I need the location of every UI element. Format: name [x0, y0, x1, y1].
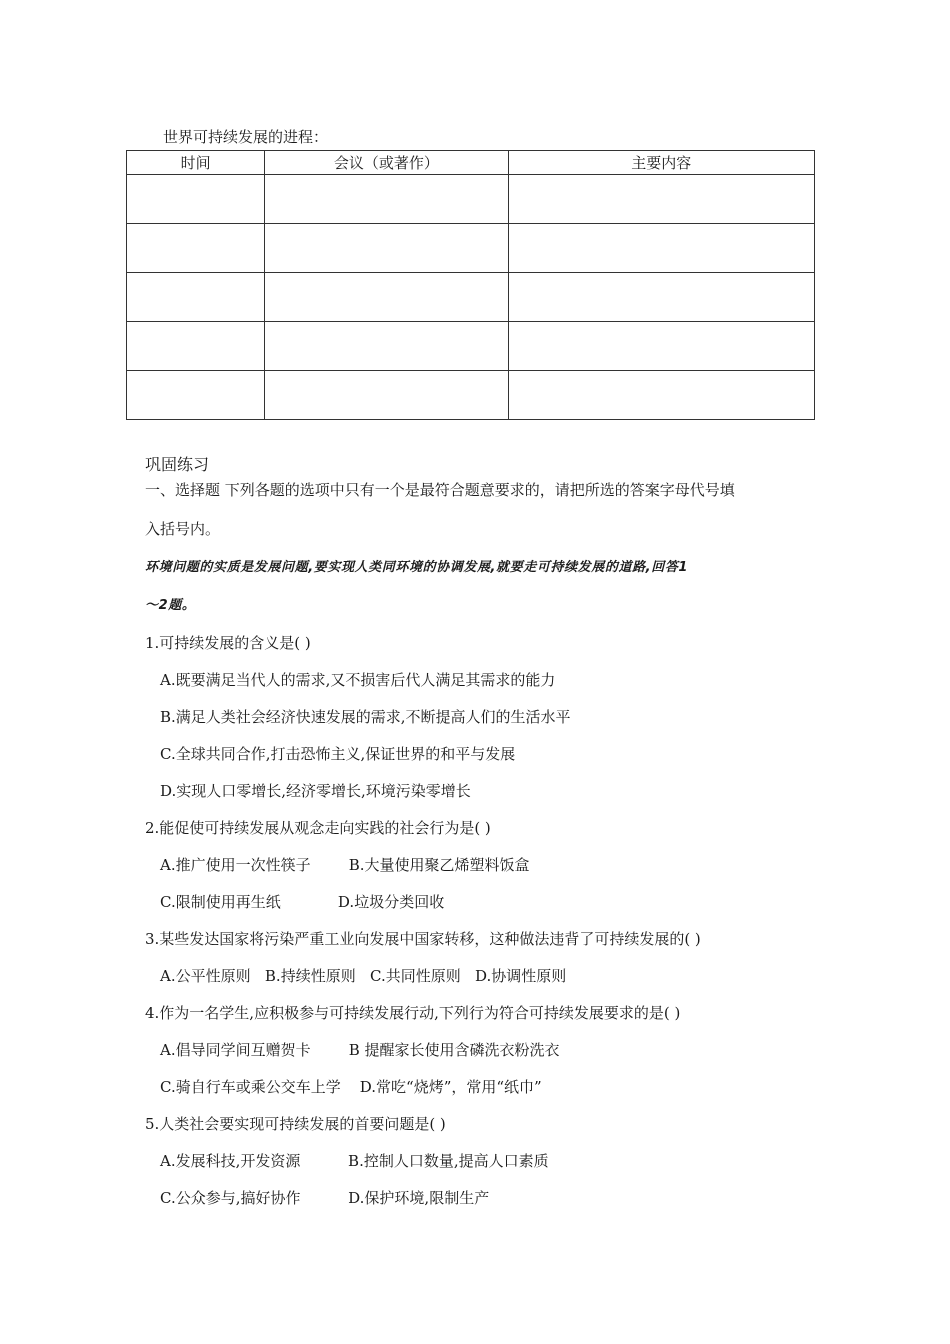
section-title: 巩固练习 [145, 455, 210, 474]
table-caption: 世界可持续发展的进程： [163, 128, 329, 146]
question-1-option[interactable]: D.实现人口零增长,经济零增长,环境污染零增长 [160, 782, 471, 800]
table-header-row [127, 151, 815, 175]
question-5-option[interactable]: C.公众参与,搞好协作 D.保护环境,限制生产 [160, 1189, 490, 1207]
table-cell[interactable] [127, 273, 265, 322]
question-2-stem: 2.能促使可持续发展从观念走向实践的社会行为是( ) [145, 819, 491, 837]
question-1-option[interactable]: A.既要满足当代人的需求,又不损害后代人满足其需求的能力 [160, 671, 556, 689]
table-row [127, 273, 815, 322]
progress-table [126, 150, 815, 420]
question-3-stem: 3.某些发达国家将污染严重工业向发展中国家转移，这种做法违背了可持续发展的( ) [145, 930, 701, 948]
table-row [127, 322, 815, 371]
intro-text: ～2题。 [145, 598, 196, 613]
instruction-line: 一、选择题 下列各题的选项中只有一个是最符合题意要求的，请把所选的答案字母代号填 [145, 481, 735, 499]
header-time: 时间 [127, 151, 265, 175]
table-cell[interactable] [508, 175, 814, 224]
table-cell[interactable] [127, 322, 265, 371]
question-2-option[interactable]: A.推广使用一次性筷子 B.大量使用聚乙烯塑料饭盒 [160, 856, 530, 874]
header-meeting: 会议（或著作） [265, 151, 508, 175]
table-row [127, 175, 815, 224]
question-1-option[interactable]: C.全球共同合作,打击恐怖主义,保证世界的和平与发展 [160, 745, 516, 763]
table-cell[interactable] [265, 322, 508, 371]
question-2-option[interactable]: C.限制使用再生纸 D.垃圾分类回收 [160, 893, 445, 911]
question-5-stem: 5.人类社会要实现可持续发展的首要问题是( ) [145, 1115, 446, 1133]
instruction-line: 入括号内。 [145, 520, 221, 538]
question-4-option[interactable]: A.倡导同学间互赠贺卡 B 提醒家长使用含磷洗衣粉洗衣 [160, 1041, 560, 1059]
table-cell[interactable] [265, 224, 508, 273]
question-5-option[interactable]: A.发展科技,开发资源 B.控制人口数量,提高人口素质 [160, 1152, 549, 1170]
table-cell[interactable] [127, 371, 265, 420]
table-cell[interactable] [508, 273, 814, 322]
table-cell[interactable] [265, 273, 508, 322]
question-3-option[interactable]: A.公平性原则 B.持续性原则 C.共同性原则 D.协调性原则 [160, 967, 567, 985]
question-4-stem: 4.作为一名学生,应积极参与可持续发展行动,下列行为符合可持续发展要求的是( ) [145, 1004, 681, 1022]
question-1-stem: 1.可持续发展的含义是( ) [145, 634, 311, 652]
table-cell[interactable] [127, 175, 265, 224]
table-cell[interactable] [508, 371, 814, 420]
table-cell[interactable] [508, 224, 814, 273]
header-content: 主要内容 [508, 151, 814, 175]
intro-text: 环境问题的实质是发展问题,要实现人类同环境的协调发展,就要走可持续发展的道路,回答1 [145, 560, 689, 575]
table-cell[interactable] [127, 224, 265, 273]
question-4-option[interactable]: C.骑自行车或乘公交车上学 D.常吃“烧烤”，常用“纸巾” [160, 1078, 542, 1096]
table-row [127, 371, 815, 420]
question-1-option[interactable]: B.满足人类社会经济快速发展的需求,不断提高人们的生活水平 [160, 708, 571, 726]
table-cell[interactable] [265, 175, 508, 224]
table-cell[interactable] [508, 322, 814, 371]
table-cell[interactable] [265, 371, 508, 420]
table-row [127, 224, 815, 273]
